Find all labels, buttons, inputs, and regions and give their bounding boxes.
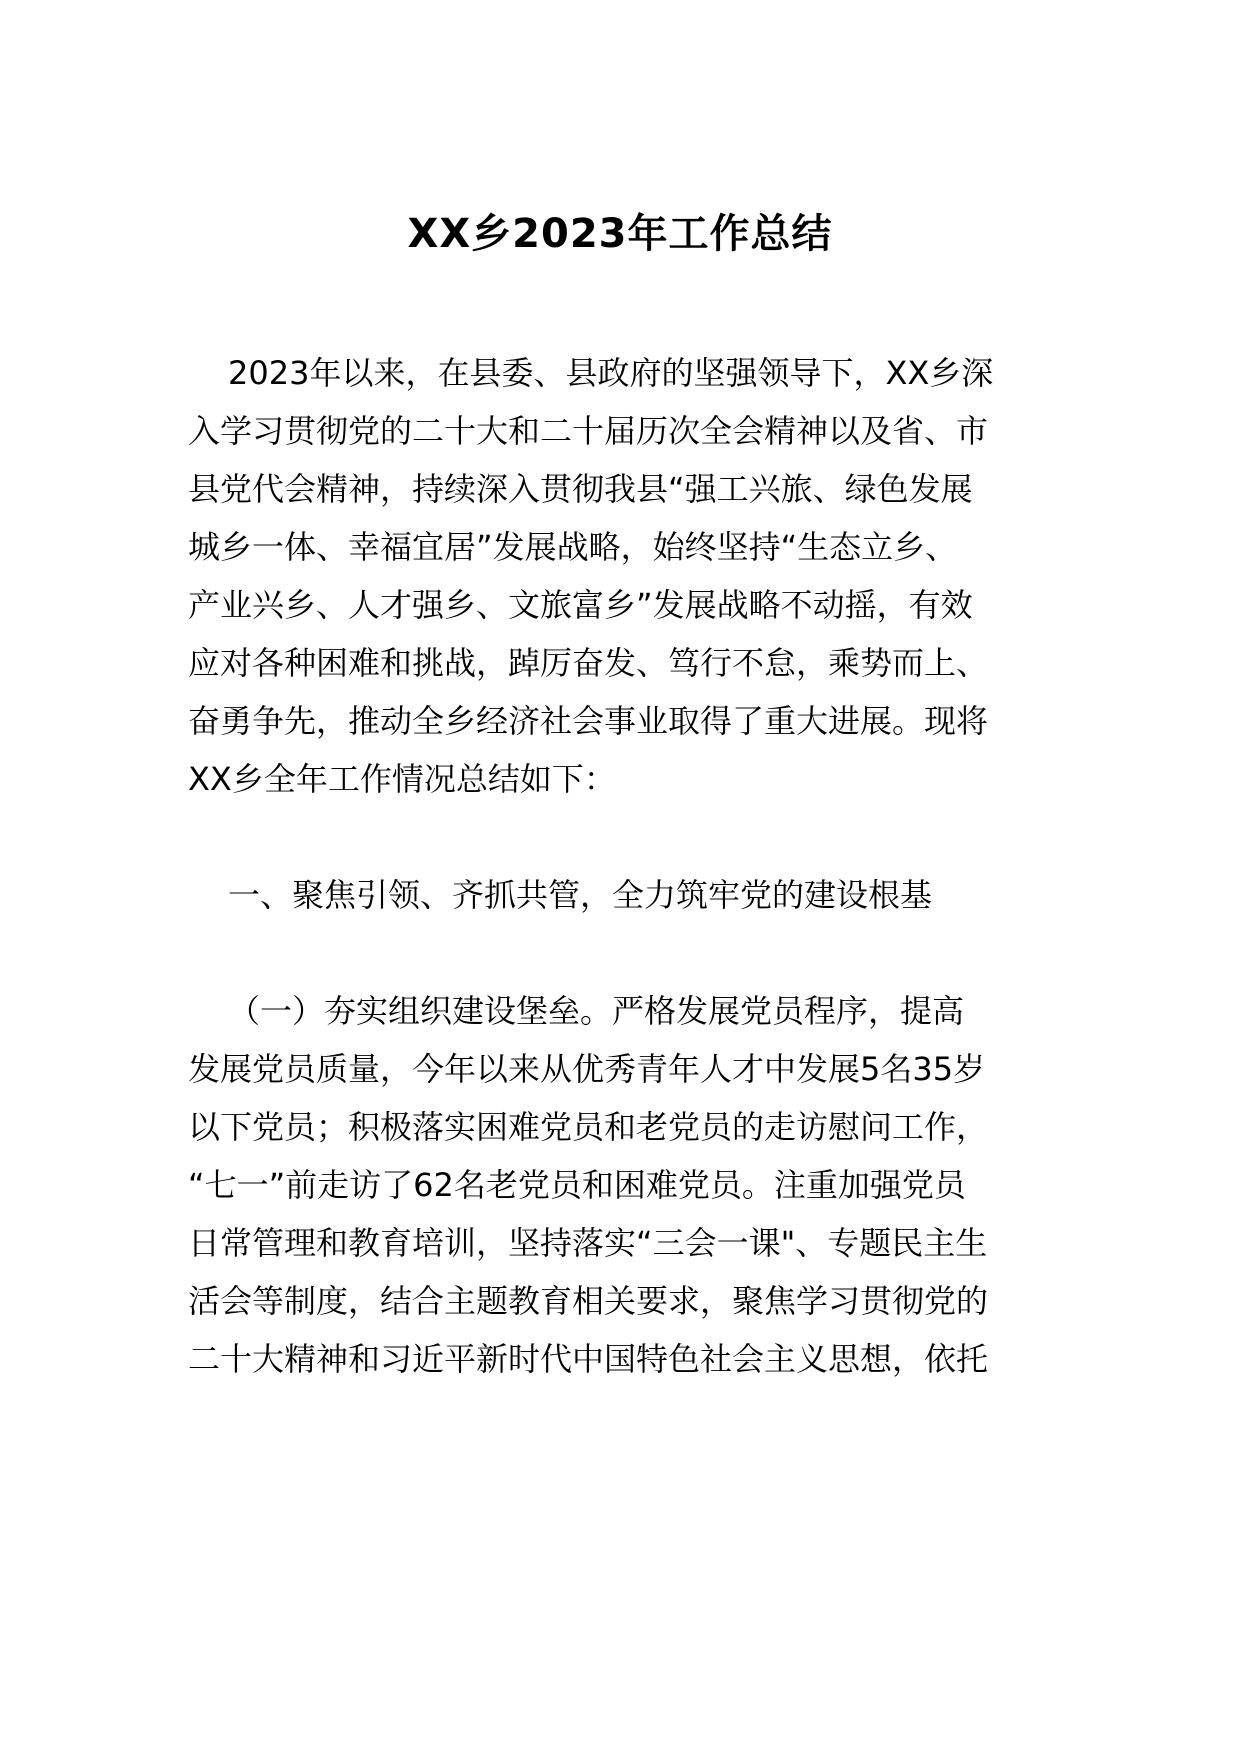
subsection-line-2: 发展党员质量，今年以来从优秀青年人才中发展5名35岁	[188, 1050, 986, 1088]
intro-line-6: 应对各种困难和挑战，踔厉奋发、笃行不怠，乘势而上、	[188, 644, 989, 682]
subsection-line-6: 活会等制度，结合主题教育相关要求，聚焦学习贯彻党的	[188, 1282, 989, 1320]
subsection-line-7: 二十大精神和习近平新时代中国特色社会主义思想，依托	[188, 1340, 989, 1378]
intro-line-3: 县党代会精神，持续深入贯彻我县“强工兴旅、绿色发展	[188, 470, 973, 508]
section-heading: 一、聚焦引领、齐抓共管，全力筑牢党的建设根基	[228, 876, 933, 914]
intro-line-1: 2023年以来，在县委、县政府的坚强领导下，XX乡深	[228, 354, 994, 392]
document-title: XX乡2023年工作总结	[407, 211, 833, 257]
subsection-line-3: 以下党员；积极落实困难党员和老党员的走访慰问工作，	[188, 1108, 989, 1146]
intro-line-5: 产业兴乡、人才强乡、文旅富乡”发展战略不动摇，有效	[188, 586, 973, 624]
intro-line-7: 奋勇争先，推动全乡经济社会事业取得了重大进展。现将	[188, 702, 989, 740]
intro-line-2: 入学习贯彻党的二十大和二十届历次全会精神以及省、市	[188, 412, 989, 450]
intro-line-4: 城乡一体、幸福宜居”发展战略，始终坚持“生态立乡、	[188, 528, 958, 566]
subsection-line-5: 日常管理和教育培训，坚持落实“三会一课"、专题民主生	[188, 1224, 988, 1262]
subsection-line-4: “七一”前走访了62名老党员和困难党员。注重加强党员	[188, 1166, 966, 1204]
intro-line-8: XX乡全年工作情况总结如下：	[188, 760, 616, 798]
subsection-line-1: （一）夯实组织建设堡垒。严格发展党员程序，提高	[228, 992, 965, 1030]
